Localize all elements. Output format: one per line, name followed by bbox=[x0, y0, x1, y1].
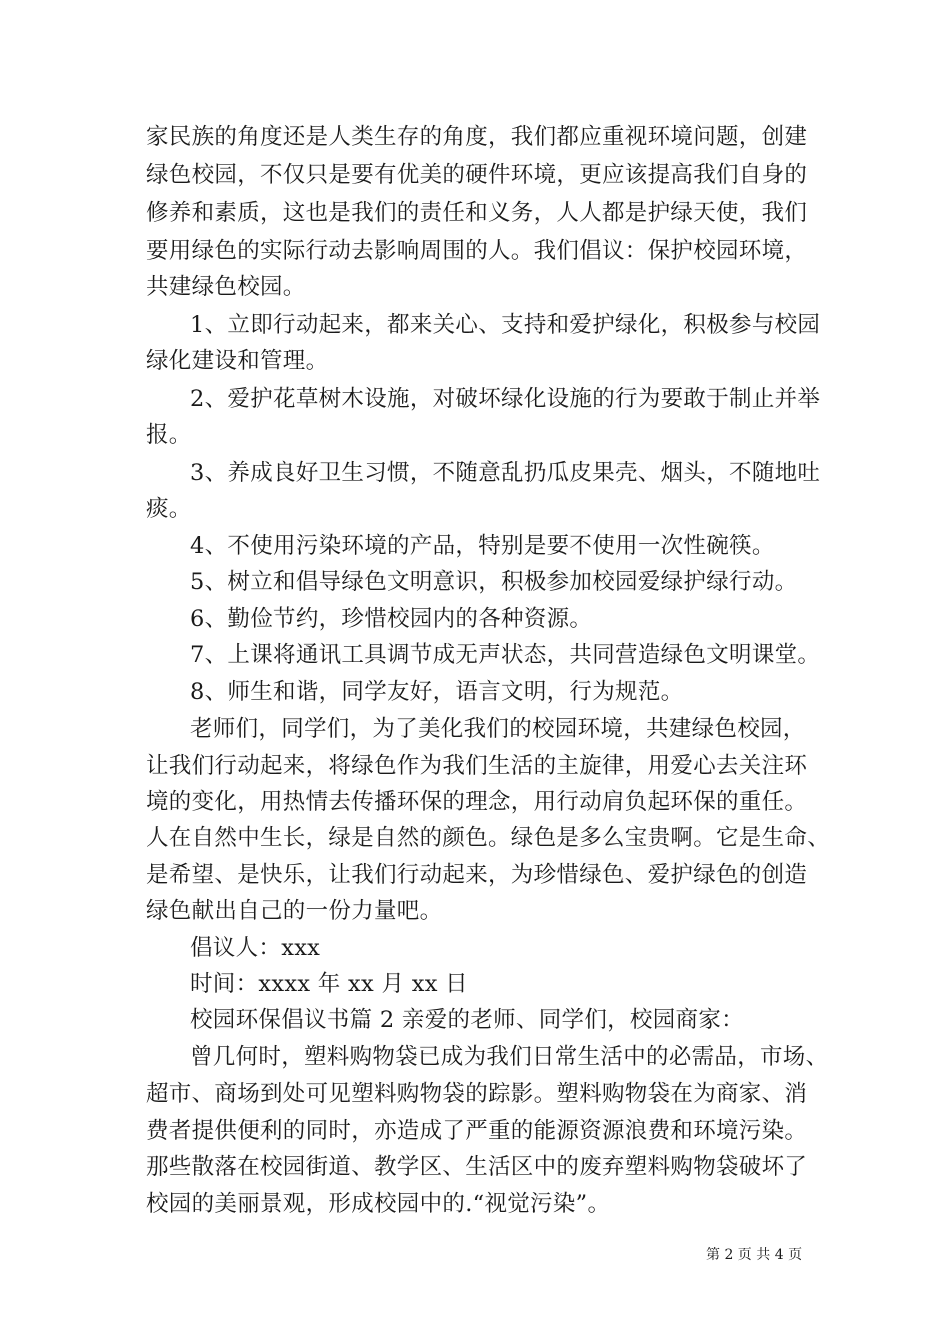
section-heading: 校园环保倡议书篇 2 亲爱的老师、同学们，校园商家： bbox=[190, 1007, 744, 1033]
list-item-4: 4、不使用污染环境的产品，特别是要不使用一次性碗筷。 bbox=[190, 533, 775, 559]
text-line: 要用绿色的实际行动去影响周围的人。我们倡议：保护校园环境， bbox=[146, 238, 808, 264]
text-line: 共建绿色校园。 bbox=[146, 274, 306, 300]
text-line: 痰。 bbox=[146, 496, 192, 522]
text-line: 修养和素质，这也是我们的责任和义务，人人都是护绿天使，我们 bbox=[146, 200, 808, 226]
list-item-5: 5、树立和倡导绿色文明意识，积极参加校园爱绿护绿行动。 bbox=[190, 569, 798, 595]
text-line: 绿色献出自己的一份力量吧。 bbox=[146, 898, 443, 924]
text-line: 让我们行动起来，将绿色作为我们生活的主旋律，用爱心去关注环 bbox=[146, 753, 808, 779]
list-item-6: 6、勤俭节约，珍惜校园内的各种资源。 bbox=[190, 606, 593, 632]
text-line: 报。 bbox=[146, 422, 192, 448]
page-number-footer: 第 2 页 共 4 页 bbox=[706, 1247, 803, 1263]
list-item-2: 2、爱护花草树木设施，对破坏绿化设施的行为要敢于制止并举 bbox=[190, 386, 821, 412]
text-line: 费者提供便利的同时，亦造成了严重的能源资源浪费和环境污染。 bbox=[146, 1118, 808, 1144]
text-line: 绿色校园，不仅只是要有优美的硬件环境，更应该提高我们自身的 bbox=[146, 162, 808, 188]
text-line: 是希望、是快乐，让我们行动起来，为珍惜绿色、爱护绿色的创造 bbox=[146, 862, 808, 888]
paragraph-start: 老师们，同学们，为了美化我们的校园环境，共建绿色校园， bbox=[190, 716, 806, 742]
paragraph-start: 曾几何时，塑料购物袋已成为我们日常生活中的必需品，市场、 bbox=[190, 1044, 829, 1070]
list-item-7: 7、上课将通讯工具调节成无声状态，共同营造绿色文明课堂。 bbox=[190, 642, 821, 668]
list-item-1: 1、立即行动起来，都来关心、支持和爱护绿化，积极参与校园 bbox=[190, 312, 821, 338]
list-item-3: 3、养成良好卫生习惯，不随意乱扔瓜皮果壳、烟头，不随地吐 bbox=[190, 460, 821, 486]
text-line: 那些散落在校园街道、教学区、生活区中的废弃塑料购物袋破坏了 bbox=[146, 1154, 808, 1180]
date-line: 时间：xxxx 年 xx 月 xx 日 bbox=[190, 971, 468, 997]
text-line: 超市、商场到处可见塑料购物袋的踪影。塑料购物袋在为商家、消 bbox=[146, 1081, 808, 1107]
text-line: 境的变化，用热情去传播环保的理念，用行动肩负起环保的重任。 bbox=[146, 789, 808, 815]
initiator-line: 倡议人：xxx bbox=[190, 935, 321, 961]
text-line: 家民族的角度还是人类生存的角度，我们都应重视环境问题，创建 bbox=[146, 124, 808, 150]
text-line: 人在自然中生长，绿是自然的颜色。绿色是多么宝贵啊。它是生命、 bbox=[146, 825, 831, 851]
text-line: 绿化建设和管理。 bbox=[146, 348, 329, 374]
text-line: 校园的美丽景观，形成校园中的.“视觉污染”。 bbox=[146, 1191, 611, 1217]
list-item-8: 8、师生和谐，同学友好，语言文明，行为规范。 bbox=[190, 679, 684, 705]
